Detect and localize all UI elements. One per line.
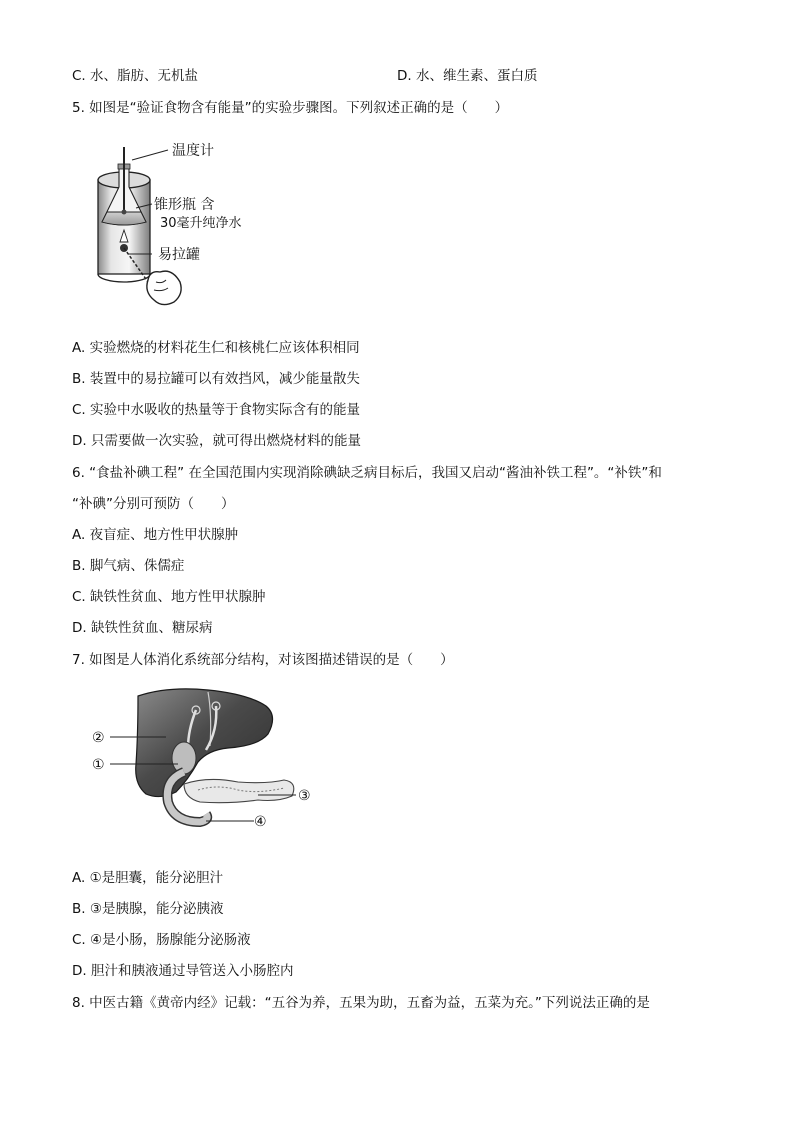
label-water: 30毫升纯净水 bbox=[160, 216, 242, 231]
q6-option-b: B. 脚气病、侏儒症 bbox=[72, 558, 185, 574]
q5-option-d: D. 只需要做一次实验，就可得出燃烧材料的能量 bbox=[72, 433, 361, 449]
q5-option-c: C. 实验中水吸收的热量等于食物实际含有的能量 bbox=[72, 402, 361, 418]
hand bbox=[147, 271, 181, 304]
label-1: ① bbox=[92, 757, 105, 773]
pancreas bbox=[184, 779, 294, 802]
q5-stem: 5. 如图是“验证食物含有能量”的实验步骤图。下列叙述正确的是（ ） bbox=[72, 100, 509, 116]
q5-option-b: B. 装置中的易拉罐可以有效挡风，减少能量散失 bbox=[72, 371, 360, 387]
q7-stem: 7. 如图是人体消化系统部分结构，对该图描述错误的是（ ） bbox=[72, 652, 454, 668]
q4-option-d: D. 水、维生素、蛋白质 bbox=[397, 68, 538, 84]
label-4: ④ bbox=[254, 814, 267, 830]
q7-option-a: A. ①是胆囊，能分泌胆汁 bbox=[72, 870, 224, 886]
q7-option-c: C. ④是小肠，肠腺能分泌肠液 bbox=[72, 932, 251, 948]
q8-stem: 8. 中医古籍《黄帝内经》记载：“五谷为养，五果为助，五畜为益，五菜为充。”下列说法正确的是 bbox=[72, 995, 650, 1011]
q6-stem-line1: 6. “食盐补碘工程” 在全国范围内实现消除碘缺乏病目标后，我国又启动“酱油补铁工程”。“补铁”和 bbox=[72, 465, 662, 481]
q6-option-a: A. 夜盲症、地方性甲状腺肿 bbox=[72, 527, 239, 543]
q6-stem-line2: “补碘”分别可预防（ ） bbox=[72, 496, 235, 512]
q6-option-c: C. 缺铁性贫血、地方性甲状腺肿 bbox=[72, 589, 266, 605]
q7-option-d: D. 胆汁和胰液通过导管送入小肠腔内 bbox=[72, 963, 294, 979]
digestive-system-figure bbox=[88, 684, 328, 834]
q4-option-c: C. 水、脂肪、无机盐 bbox=[72, 68, 199, 84]
label-2: ② bbox=[92, 730, 105, 746]
q5-option-a: A. 实验燃烧的材料花生仁和核桃仁应该体积相同 bbox=[72, 340, 360, 356]
label-3: ③ bbox=[298, 788, 311, 804]
label-flask: 锥形瓶 含 bbox=[154, 197, 215, 213]
energy-experiment-figure bbox=[88, 132, 278, 317]
label-thermometer: 温度计 bbox=[172, 143, 214, 159]
q6-option-d: D. 缺铁性贫血、糖尿病 bbox=[72, 620, 213, 636]
label-can: 易拉罐 bbox=[158, 247, 200, 263]
q7-option-b: B. ③是胰腺，能分泌胰液 bbox=[72, 901, 224, 917]
